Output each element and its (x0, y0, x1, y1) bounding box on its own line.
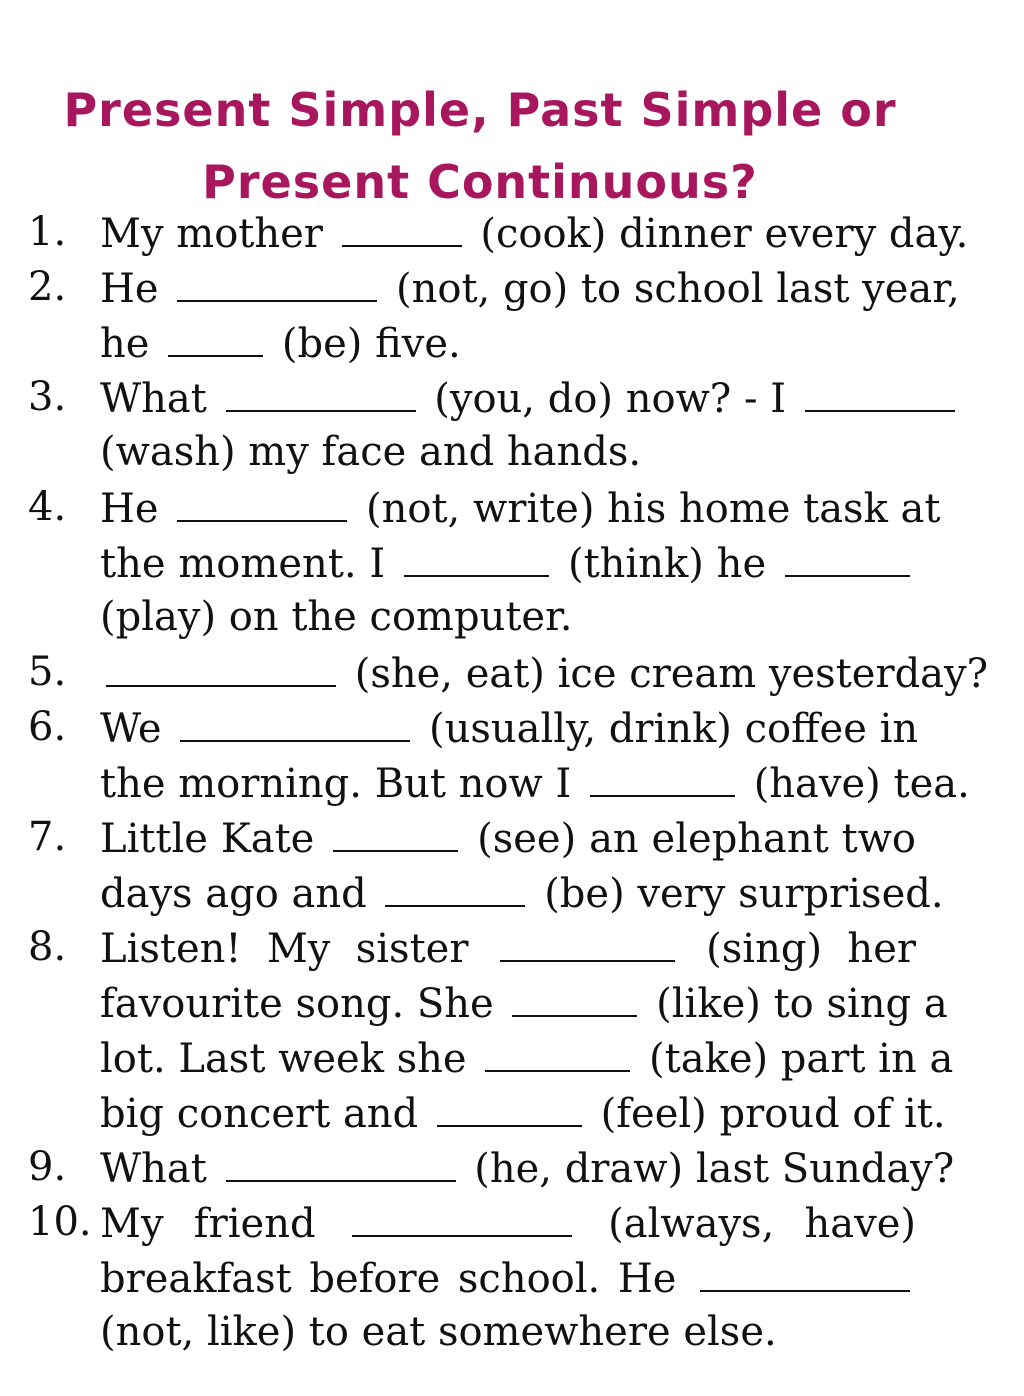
exercise-line (100, 535, 916, 590)
exercise-text: (cook) dinner every day. (480, 211, 969, 257)
answer-blank[interactable] (226, 370, 416, 412)
exercise-item (0, 1140, 1024, 1195)
exercise-item (0, 205, 1024, 260)
exercise-text: (have) tea. (753, 761, 970, 807)
exercise-line (100, 865, 944, 920)
answer-blank[interactable] (226, 1140, 456, 1182)
answer-blank[interactable] (385, 865, 525, 907)
exercise-text: the morning. But now I (100, 761, 572, 807)
exercise-text: We (100, 706, 162, 752)
exercise-number: 8. (28, 924, 67, 970)
exercise-text: (be) five. (281, 321, 461, 367)
exercise-text: (take) part in a (649, 1036, 954, 1082)
exercise-line (100, 1140, 955, 1195)
exercise-text: What (100, 376, 207, 422)
exercise-text: (always, have) (608, 1201, 917, 1247)
exercise-line (100, 425, 916, 480)
exercise-text: (see) an elephant two (477, 816, 917, 862)
exercise-line (100, 370, 916, 425)
exercise-line (100, 1030, 954, 1085)
exercise-text: Little Kate (100, 816, 315, 862)
exercise-line (100, 755, 970, 810)
exercise-line (100, 1305, 916, 1360)
exercise-line (100, 1195, 916, 1250)
exercise-line (100, 645, 989, 700)
exercise-text: breakfast before school. He (100, 1256, 677, 1302)
answer-blank[interactable] (700, 1250, 910, 1292)
exercise-line (100, 700, 919, 755)
exercise-item (0, 700, 1024, 810)
exercise-text: He (100, 486, 159, 532)
answer-blank[interactable] (180, 700, 410, 742)
exercise-text: big concert and (100, 1091, 419, 1137)
exercise-text: (sing) her (706, 926, 916, 972)
worksheet-title-line-2: Present Continuous? (202, 155, 758, 209)
exercise-text: (not, like) to eat somewhere else. (100, 1309, 777, 1355)
exercise-text: lot. Last week she (100, 1036, 467, 1082)
exercise-text: What (100, 1146, 207, 1192)
exercise-line (100, 260, 960, 315)
exercise-number: 9. (28, 1144, 67, 1190)
exercise-item (0, 645, 1024, 700)
exercise-text: He (100, 266, 159, 312)
answer-blank[interactable] (437, 1085, 582, 1127)
exercise-line (100, 590, 916, 645)
exercise-number: 6. (28, 704, 67, 750)
answer-blank[interactable] (512, 975, 637, 1017)
exercise-text: (she, eat) ice cream yesterday? (354, 651, 989, 697)
exercise-number: 7. (28, 814, 67, 860)
exercise-text: (like) to sing a (656, 981, 948, 1027)
exercise-line (100, 1085, 946, 1140)
exercise-item (0, 260, 1024, 370)
exercise-item (0, 370, 1024, 480)
answer-blank[interactable] (500, 920, 675, 962)
exercise-text: My mother (100, 211, 323, 257)
exercise-line (100, 205, 969, 260)
exercise-number: 3. (28, 374, 67, 420)
exercise-text: (be) very surprised. (544, 871, 944, 917)
exercise-text: (feel) proud of it. (600, 1091, 946, 1137)
exercise-line (100, 920, 916, 975)
exercise-line (100, 810, 916, 865)
exercise-text: My friend (100, 1201, 316, 1247)
exercise-number: 2. (28, 264, 67, 310)
exercise-text: (he, draw) last Sunday? (474, 1146, 955, 1192)
exercise-number: 1. (28, 209, 67, 255)
exercise-text: (think) he (567, 541, 767, 587)
answer-blank[interactable] (485, 1030, 630, 1072)
exercise-text: (play) on the computer. (100, 594, 573, 640)
exercise-list (0, 205, 1024, 1360)
exercise-item (0, 480, 1024, 645)
answer-blank[interactable] (168, 315, 263, 357)
exercise-text: the moment. I (100, 541, 386, 587)
exercise-text: (not, write) his home task at (366, 486, 941, 532)
exercise-text: (usually, drink) coffee in (428, 706, 919, 752)
exercise-text: (you, do) now? - I (434, 376, 786, 422)
answer-blank[interactable] (177, 260, 377, 302)
answer-blank[interactable] (590, 755, 735, 797)
answer-blank[interactable] (805, 370, 955, 412)
answer-blank[interactable] (106, 645, 336, 687)
exercise-text: days ago and (100, 871, 367, 917)
exercise-number: 4. (28, 484, 67, 530)
answer-blank[interactable] (333, 810, 458, 852)
answer-blank[interactable] (177, 480, 347, 522)
exercise-text: (not, go) to school last year, (396, 266, 960, 312)
exercise-text: Listen! My sister (100, 926, 469, 972)
exercise-line (100, 975, 948, 1030)
worksheet-title-line-1: Present Simple, Past Simple or (63, 83, 897, 137)
answer-blank[interactable] (342, 205, 462, 247)
exercise-text: he (100, 321, 150, 367)
exercise-text: favourite song. She (100, 981, 494, 1027)
exercise-item (0, 810, 1024, 920)
exercise-line (100, 480, 941, 535)
exercise-number: 5. (28, 649, 67, 695)
exercise-number: 10. (28, 1199, 92, 1245)
exercise-text: (wash) my face and hands. (100, 429, 642, 475)
exercise-line (100, 315, 916, 370)
exercise-line (100, 1250, 916, 1305)
answer-blank[interactable] (785, 535, 910, 577)
answer-blank[interactable] (352, 1195, 572, 1237)
exercise-item (0, 920, 1024, 1140)
exercise-item (0, 1195, 1024, 1360)
answer-blank[interactable] (404, 535, 549, 577)
